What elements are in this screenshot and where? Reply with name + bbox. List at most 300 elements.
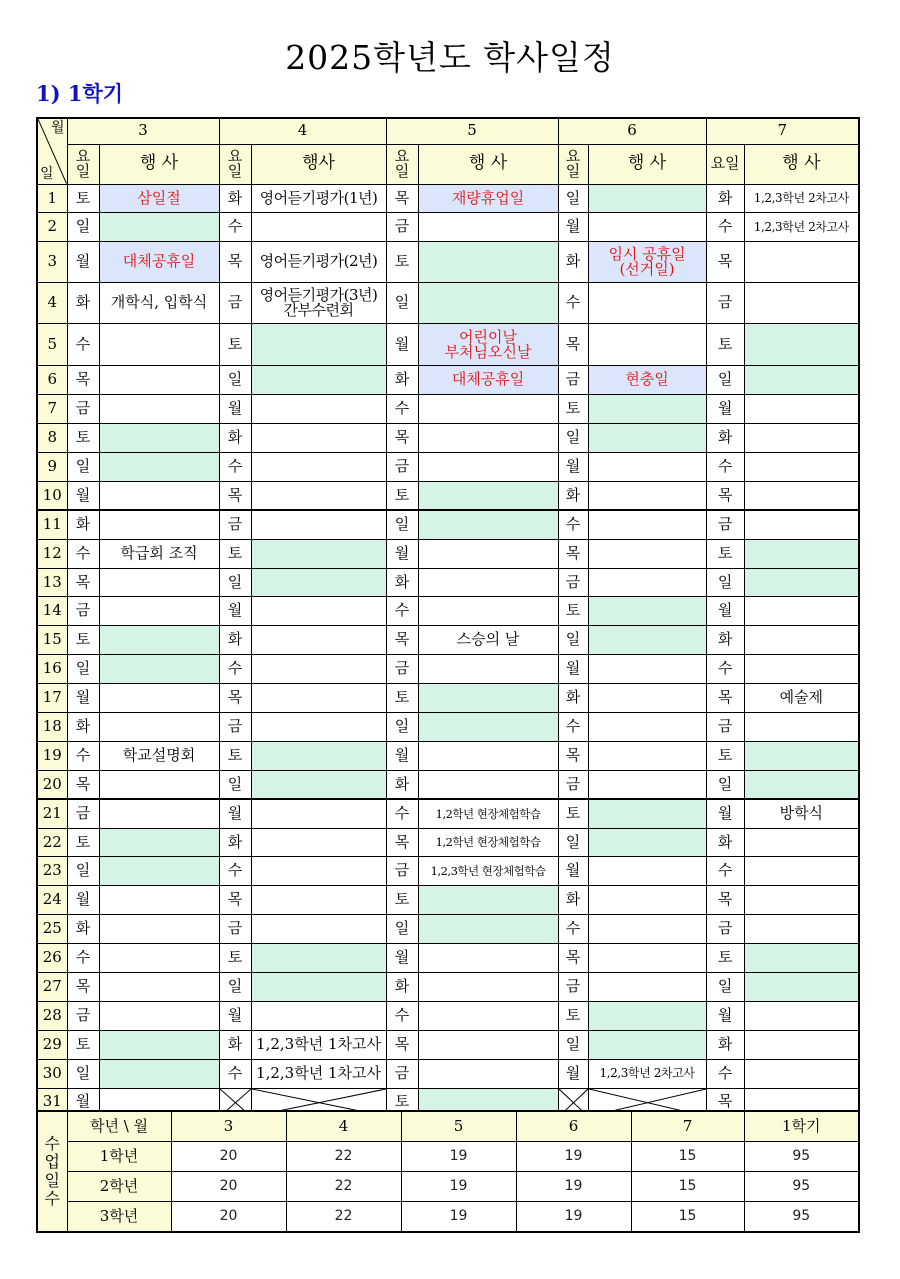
weekday-cell: 토 — [386, 886, 418, 915]
day-row — [37, 741, 859, 770]
class-days-value: 19 — [516, 1172, 631, 1202]
weekday-cell: 수 — [386, 395, 418, 424]
weekday-cell: 월 — [386, 944, 418, 973]
summary-col-3: 3 — [171, 1111, 286, 1142]
weekday-cell: 월 — [219, 395, 251, 424]
weekday-cell: 토 — [67, 828, 99, 857]
event-cell — [99, 481, 219, 510]
event-cell: 임시 공휴일 (선거일) — [588, 242, 706, 283]
event-cell — [251, 597, 386, 626]
page-title: 2025학년도 학사일정 — [285, 38, 615, 77]
weekday-cell: 수 — [67, 539, 99, 568]
day-row — [37, 1059, 859, 1088]
day-number: 25 — [37, 915, 67, 944]
event-cell — [99, 655, 219, 684]
event-header: 행 사 — [744, 144, 859, 184]
weekday-cell: 토 — [386, 1088, 418, 1117]
weekday-cell: 월 — [67, 242, 99, 283]
event-cell — [418, 655, 558, 684]
weekday-cell: 월 — [706, 799, 744, 828]
weekday-cell: 화 — [67, 510, 99, 539]
class-days-value: 19 — [401, 1172, 516, 1202]
event-cell — [744, 741, 859, 770]
class-days-table — [36, 1110, 860, 1233]
event-cell — [418, 1001, 558, 1030]
weekday-cell: 수 — [386, 1001, 418, 1030]
event-cell — [251, 568, 386, 597]
day-number: 19 — [37, 741, 67, 770]
weekday-cell: 일 — [67, 655, 99, 684]
event-cell — [418, 972, 558, 1001]
day-number: 11 — [37, 510, 67, 539]
weekday-header: 요 일 — [67, 144, 99, 184]
weekday-cell: 일 — [219, 568, 251, 597]
month-corner-label: 월 — [50, 120, 65, 136]
weekday-cell: 토 — [386, 684, 418, 713]
weekday-cell: 토 — [219, 944, 251, 973]
weekday-cell: 토 — [558, 395, 588, 424]
event-cell — [588, 886, 706, 915]
class-days-side-label — [37, 1111, 67, 1232]
day-number: 28 — [37, 1001, 67, 1030]
weekday-cell: 일 — [67, 452, 99, 481]
weekday-cell: 화 — [706, 424, 744, 453]
event-cell — [99, 1001, 219, 1030]
day-number: 27 — [37, 972, 67, 1001]
event-cell: 학급회 조직 — [99, 539, 219, 568]
event-cell — [588, 712, 706, 741]
weekday-cell: 금 — [219, 510, 251, 539]
event-cell — [588, 915, 706, 944]
weekday-cell: 화 — [67, 915, 99, 944]
weekday-cell: 토 — [706, 944, 744, 973]
event-cell: 대체공휴일 — [418, 366, 558, 395]
weekday-cell: 월 — [67, 886, 99, 915]
day-number: 10 — [37, 481, 67, 510]
event-cell — [744, 972, 859, 1001]
weekday-cell: 화 — [386, 972, 418, 1001]
event-cell — [588, 324, 706, 366]
event-cell — [588, 626, 706, 655]
event-cell: 대체공휴일 — [99, 242, 219, 283]
month-header-4: 4 — [219, 118, 386, 144]
day-row — [37, 424, 859, 453]
month-day-corner — [37, 118, 67, 184]
event-cell — [251, 510, 386, 539]
weekday-cell: 수 — [558, 915, 588, 944]
event-cell — [588, 857, 706, 886]
weekday-cell: 목 — [67, 366, 99, 395]
event-cell — [744, 886, 859, 915]
schedule-table — [36, 117, 860, 1118]
weekday-cell: 일 — [558, 1030, 588, 1059]
day-number: 20 — [37, 770, 67, 799]
day-row — [37, 568, 859, 597]
day-number: 5 — [37, 324, 67, 366]
event-cell — [99, 213, 219, 242]
event-cell — [418, 242, 558, 283]
event-cell — [99, 684, 219, 713]
weekday-cell: 일 — [219, 366, 251, 395]
weekday-cell: 목 — [67, 568, 99, 597]
event-cell — [744, 655, 859, 684]
day-number: 31 — [37, 1088, 67, 1117]
event-cell — [744, 283, 859, 324]
weekday-cell: 일 — [706, 770, 744, 799]
weekday-cell: 화 — [558, 242, 588, 283]
event-cell — [99, 972, 219, 1001]
summary-col-4: 4 — [286, 1111, 401, 1142]
weekday-cell: 월 — [219, 597, 251, 626]
weekday-cell: 금 — [558, 366, 588, 395]
weekday-cell: 토 — [706, 324, 744, 366]
event-cell — [418, 886, 558, 915]
weekday-cell: 수 — [386, 799, 418, 828]
event-cell: 1,2학년 현장체험학습 — [418, 799, 558, 828]
weekday-cell: 일 — [558, 184, 588, 213]
event-cell — [251, 741, 386, 770]
weekday-cell: 토 — [219, 539, 251, 568]
event-cell: 영어듣기평가(3년) 간부수련회 — [251, 283, 386, 324]
event-cell — [588, 944, 706, 973]
weekday-cell: 수 — [67, 741, 99, 770]
day-row — [37, 828, 859, 857]
weekday-cell: 금 — [386, 213, 418, 242]
event-cell — [418, 1030, 558, 1059]
event-cell — [744, 712, 859, 741]
event-cell — [99, 626, 219, 655]
event-cell — [251, 1001, 386, 1030]
event-cell — [744, 452, 859, 481]
weekday-cell: 금 — [706, 915, 744, 944]
weekday-cell: 일 — [386, 915, 418, 944]
month-header-7: 7 — [706, 118, 859, 144]
event-cell: 어린이날 부처님오신날 — [418, 324, 558, 366]
day-number: 21 — [37, 799, 67, 828]
day-number: 13 — [37, 568, 67, 597]
event-cell — [744, 324, 859, 366]
weekday-cell: 화 — [219, 828, 251, 857]
summary-col-7: 7 — [631, 1111, 744, 1142]
weekday-cell: 목 — [706, 684, 744, 713]
day-number: 15 — [37, 626, 67, 655]
event-cell: 1,2,3학년 2차고사 — [588, 1059, 706, 1088]
grade-label: 2학년 — [67, 1172, 171, 1202]
weekday-cell: 일 — [558, 424, 588, 453]
event-cell — [418, 1059, 558, 1088]
weekday-cell: 토 — [219, 741, 251, 770]
grade-month-corner: 학년 \ 월 — [67, 1111, 171, 1142]
event-cell — [588, 770, 706, 799]
weekday-cell: 수 — [706, 655, 744, 684]
weekday-cell: 수 — [219, 655, 251, 684]
event-cell — [251, 395, 386, 424]
day-number: 23 — [37, 857, 67, 886]
event-cell — [99, 1059, 219, 1088]
event-cell — [251, 972, 386, 1001]
event-cell: 재량휴업일 — [418, 184, 558, 213]
event-cell — [418, 510, 558, 539]
event-cell — [251, 799, 386, 828]
event-cell — [744, 828, 859, 857]
class-days-value: 15 — [631, 1202, 744, 1233]
day-row — [37, 655, 859, 684]
weekday-cell: 월 — [558, 452, 588, 481]
weekday-cell: 화 — [706, 828, 744, 857]
weekday-header: 요 일 — [219, 144, 251, 184]
event-cell — [99, 324, 219, 366]
weekday-cell: 수 — [706, 452, 744, 481]
event-header: 행사 — [251, 144, 386, 184]
event-cell: 학교설명회 — [99, 741, 219, 770]
event-cell — [418, 395, 558, 424]
event-cell — [588, 828, 706, 857]
day-number: 30 — [37, 1059, 67, 1088]
event-cell — [251, 481, 386, 510]
weekday-cell: 토 — [558, 799, 588, 828]
event-cell — [744, 597, 859, 626]
event-cell: 1,2,3학년 현장체험학습 — [418, 857, 558, 886]
weekday-cell: 일 — [386, 283, 418, 324]
event-cell: 1,2,3학년 1차고사 — [251, 1030, 386, 1059]
weekday-cell: 일 — [558, 626, 588, 655]
event-cell — [99, 395, 219, 424]
summary-col-6: 6 — [516, 1111, 631, 1142]
day-number: 26 — [37, 944, 67, 973]
weekday-cell: 금 — [386, 452, 418, 481]
summary-col-5: 5 — [401, 1111, 516, 1142]
event-cell — [99, 452, 219, 481]
event-cell — [744, 481, 859, 510]
class-days-value: 15 — [631, 1142, 744, 1172]
day-number: 4 — [37, 283, 67, 324]
month-header-6: 6 — [558, 118, 706, 144]
event-cell — [251, 944, 386, 973]
weekday-cell: 월 — [386, 539, 418, 568]
event-cell — [588, 684, 706, 713]
day-corner-label: 일 — [40, 165, 54, 182]
event-cell — [744, 1001, 859, 1030]
weekday-cell: 목 — [386, 1030, 418, 1059]
weekday-cell: 일 — [706, 568, 744, 597]
event-header: 행 사 — [99, 144, 219, 184]
grade-label: 1학년 — [67, 1142, 171, 1172]
event-cell — [418, 597, 558, 626]
day-row — [37, 712, 859, 741]
event-cell — [251, 539, 386, 568]
event-cell — [99, 886, 219, 915]
weekday-cell: 목 — [386, 184, 418, 213]
weekday-cell: 금 — [706, 712, 744, 741]
grade-label: 3학년 — [67, 1202, 171, 1233]
event-cell — [251, 684, 386, 713]
day-row — [37, 915, 859, 944]
weekday-cell: 화 — [219, 1030, 251, 1059]
weekday-cell: 금 — [67, 799, 99, 828]
event-cell — [99, 1030, 219, 1059]
day-row — [37, 539, 859, 568]
weekday-cell: 토 — [558, 1001, 588, 1030]
weekday-cell: 금 — [219, 712, 251, 741]
weekday-cell: 월 — [706, 395, 744, 424]
weekday-cell: 토 — [706, 741, 744, 770]
weekday-cell: 금 — [706, 283, 744, 324]
weekday-cell: 목 — [219, 242, 251, 283]
event-cell — [99, 857, 219, 886]
weekday-cell: 수 — [219, 857, 251, 886]
event-cell: 삼일절 — [99, 184, 219, 213]
day-number: 12 — [37, 539, 67, 568]
weekday-cell: 일 — [67, 1059, 99, 1088]
weekday-cell: 월 — [219, 799, 251, 828]
weekday-cell: 금 — [67, 1001, 99, 1030]
weekday-cell: 화 — [219, 626, 251, 655]
weekday-cell: 화 — [386, 366, 418, 395]
day-number: 18 — [37, 712, 67, 741]
semester-heading: 1) 1학기 — [36, 81, 124, 106]
day-number: 2 — [37, 213, 67, 242]
weekday-cell: 금 — [386, 655, 418, 684]
weekday-cell: 월 — [558, 857, 588, 886]
event-cell — [251, 886, 386, 915]
event-cell — [99, 568, 219, 597]
event-cell — [99, 799, 219, 828]
event-cell — [99, 944, 219, 973]
event-cell — [588, 741, 706, 770]
event-cell — [418, 712, 558, 741]
weekday-cell: 금 — [558, 770, 588, 799]
weekday-cell: 목 — [706, 886, 744, 915]
event-cell — [588, 452, 706, 481]
event-cell: 스승의 날 — [418, 626, 558, 655]
weekday-cell: 일 — [558, 828, 588, 857]
event-cell — [588, 395, 706, 424]
weekday-cell: 목 — [386, 626, 418, 655]
day-number: 6 — [37, 366, 67, 395]
month-header-5: 5 — [386, 118, 558, 144]
event-cell — [588, 972, 706, 1001]
day-row — [37, 184, 859, 213]
event-cell: 방학식 — [744, 799, 859, 828]
event-cell — [418, 568, 558, 597]
weekday-cell: 화 — [558, 684, 588, 713]
event-cell — [418, 452, 558, 481]
weekday-cell: 금 — [706, 510, 744, 539]
event-cell: 현충일 — [588, 366, 706, 395]
weekday-cell: 화 — [706, 626, 744, 655]
event-cell — [588, 655, 706, 684]
weekday-cell: 목 — [558, 944, 588, 973]
month-header-3: 3 — [67, 118, 219, 144]
day-row — [37, 770, 859, 799]
weekday-cell: 월 — [386, 741, 418, 770]
weekday-cell: 목 — [219, 886, 251, 915]
event-cell: 영어듣기평가(1년) — [251, 184, 386, 213]
class-days-value: 19 — [516, 1142, 631, 1172]
weekday-cell: 일 — [67, 857, 99, 886]
weekday-cell: 토 — [558, 597, 588, 626]
weekday-cell: 수 — [706, 1059, 744, 1088]
event-cell — [251, 915, 386, 944]
weekday-cell: 월 — [558, 213, 588, 242]
day-number: 16 — [37, 655, 67, 684]
event-cell — [251, 712, 386, 741]
weekday-cell: 목 — [706, 242, 744, 283]
event-cell — [251, 857, 386, 886]
event-cell — [588, 799, 706, 828]
event-cell — [744, 626, 859, 655]
weekday-cell: 목 — [67, 770, 99, 799]
weekday-cell: 일 — [219, 972, 251, 1001]
weekday-cell: 금 — [558, 972, 588, 1001]
event-cell — [99, 597, 219, 626]
weekday-cell: 화 — [219, 184, 251, 213]
weekday-cell: 목 — [558, 539, 588, 568]
weekday-cell: 화 — [67, 712, 99, 741]
class-days-side-text: 수 업 일 수 — [44, 1133, 60, 1208]
event-cell — [99, 510, 219, 539]
class-days-total: 95 — [744, 1142, 859, 1172]
weekday-cell: 월 — [67, 684, 99, 713]
weekday-cell: 월 — [67, 481, 99, 510]
day-row — [37, 283, 859, 324]
weekday-cell: 목 — [386, 424, 418, 453]
weekday-cell: 토 — [219, 324, 251, 366]
day-row — [37, 1001, 859, 1030]
day-row — [37, 886, 859, 915]
event-cell: 1,2학년 현장체험학습 — [418, 828, 558, 857]
day-row — [37, 799, 859, 828]
day-number: 7 — [37, 395, 67, 424]
day-number: 22 — [37, 828, 67, 857]
weekday-cell: 화 — [67, 283, 99, 324]
event-cell — [744, 510, 859, 539]
event-cell — [99, 424, 219, 453]
weekday-cell: 목 — [706, 481, 744, 510]
event-cell — [588, 568, 706, 597]
event-cell — [251, 366, 386, 395]
event-cell — [744, 366, 859, 395]
weekday-cell: 월 — [706, 597, 744, 626]
event-cell — [251, 324, 386, 366]
weekday-cell: 토 — [386, 242, 418, 283]
event-cell — [744, 915, 859, 944]
weekday-cell: 월 — [219, 1001, 251, 1030]
event-cell — [418, 213, 558, 242]
day-row — [37, 972, 859, 1001]
day-row — [37, 1030, 859, 1059]
weekday-cell: 목 — [706, 1088, 744, 1117]
weekday-cell: 금 — [386, 1059, 418, 1088]
weekday-cell: 수 — [706, 857, 744, 886]
event-cell — [99, 366, 219, 395]
event-cell — [99, 915, 219, 944]
event-cell — [418, 481, 558, 510]
event-cell — [251, 626, 386, 655]
weekday-cell: 수 — [558, 283, 588, 324]
weekday-cell: 수 — [386, 597, 418, 626]
weekday-cell: 월 — [706, 1001, 744, 1030]
class-days-total: 95 — [744, 1172, 859, 1202]
weekday-cell: 목 — [558, 741, 588, 770]
event-cell: 1,2,3학년 2차고사 — [744, 184, 859, 213]
day-row — [37, 597, 859, 626]
day-row — [37, 452, 859, 481]
class-days-value: 20 — [171, 1142, 286, 1172]
weekday-cell: 목 — [558, 324, 588, 366]
event-cell — [744, 568, 859, 597]
class-days-value: 22 — [286, 1202, 401, 1233]
